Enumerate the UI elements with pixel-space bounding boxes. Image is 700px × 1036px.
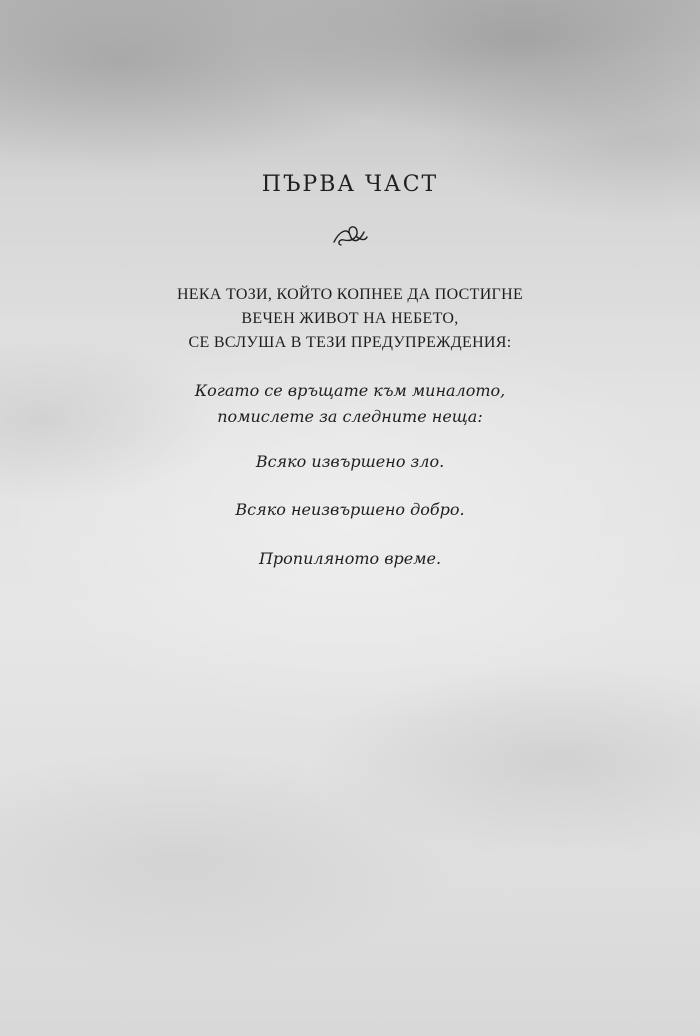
warning-line: СЕ ВСЛУША В ТЕЗИ ПРЕДУПРЕЖДЕНИЯ: (188, 334, 512, 351)
part-title: ПЪРВА ЧАСТ (261, 172, 439, 197)
list-item: Всяко извършено зло. (255, 452, 445, 471)
warning-paragraph (0, 283, 700, 355)
reflection-line: помислете за следните неща: (217, 407, 483, 426)
reflection-line: Когато се връщате към миналото, (194, 381, 506, 400)
warning-line: ВЕЧЕН ЖИВОТ НА НЕБЕТО, (241, 310, 459, 327)
flourish-ornament-icon (330, 222, 370, 248)
list-item: Всяко неизвършено добро. (235, 500, 465, 519)
warning-line: НЕКА ТОЗИ, КОЙТО КОПНЕЕ ДА ПОСТИГНЕ (176, 286, 524, 303)
reflection-intro (0, 378, 700, 430)
list-item: Пропиляното време. (258, 549, 442, 568)
